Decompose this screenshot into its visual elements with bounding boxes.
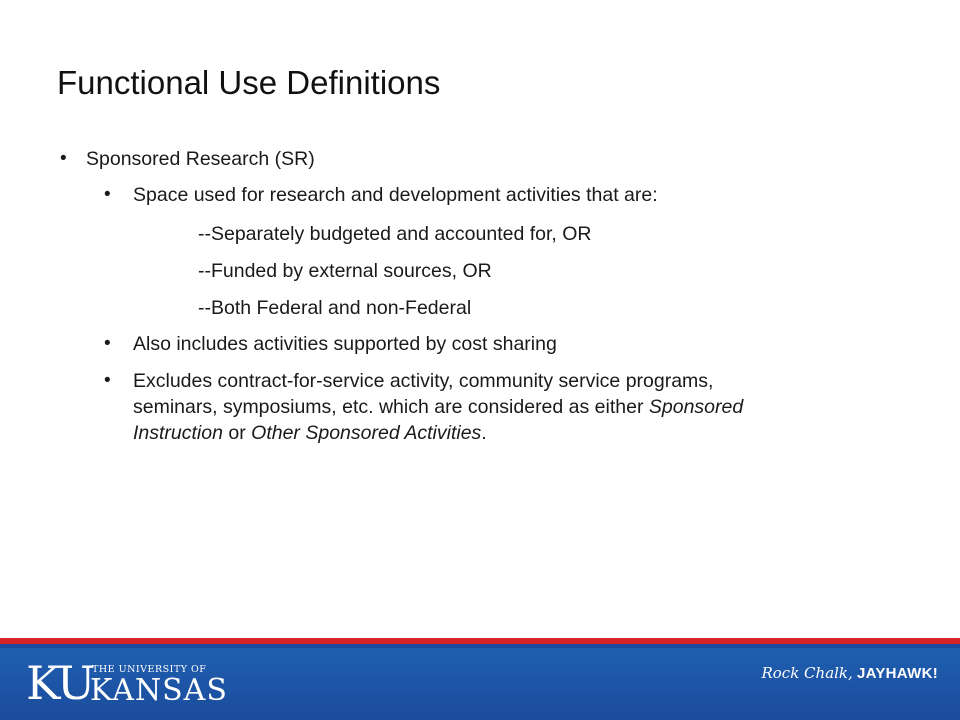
tagline-part2: JAYHAWK!	[856, 665, 938, 682]
bullet-icon: •	[60, 148, 67, 169]
text-line: or	[222, 422, 252, 444]
text-line: Excludes contract-for-service activity, community service programs,	[133, 370, 714, 392]
footer-tagline	[761, 664, 938, 682]
ku-logo-line2: KANSAS	[90, 673, 228, 708]
emphasis-text: Sponsored	[648, 396, 744, 418]
text-line: seminars, symposiums, etc. which are considered as either	[133, 396, 649, 418]
ku-logo-mark: KU	[26, 656, 94, 710]
list-item-text: Also includes activities supported by cost sharing	[133, 333, 557, 355]
list-item-text: Sponsored Research (SR)	[86, 148, 315, 170]
list-item-text: --Funded by external sources, OR	[198, 260, 492, 282]
list-item-text: Space used for research and development activities that are:	[133, 184, 658, 206]
footer-banner	[0, 638, 960, 720]
bullet-icon: •	[104, 333, 111, 354]
list-item-text: --Separately budgeted and accounted for, OR	[198, 223, 592, 245]
list-item-text: --Both Federal and non-Federal	[198, 297, 472, 319]
ku-logo-line1: THE UNIVERSITY OF	[92, 664, 207, 675]
emphasis-text: Other Sponsored Activities	[251, 422, 482, 444]
list-item-text	[133, 368, 743, 446]
bullet-icon: •	[104, 370, 111, 391]
tagline-part1: Rock Chalk,	[761, 664, 853, 682]
bullet-icon: •	[104, 184, 111, 205]
emphasis-text: Instruction	[133, 422, 223, 444]
text-line: .	[481, 422, 487, 444]
slide-title: Functional Use Definitions	[57, 64, 441, 101]
